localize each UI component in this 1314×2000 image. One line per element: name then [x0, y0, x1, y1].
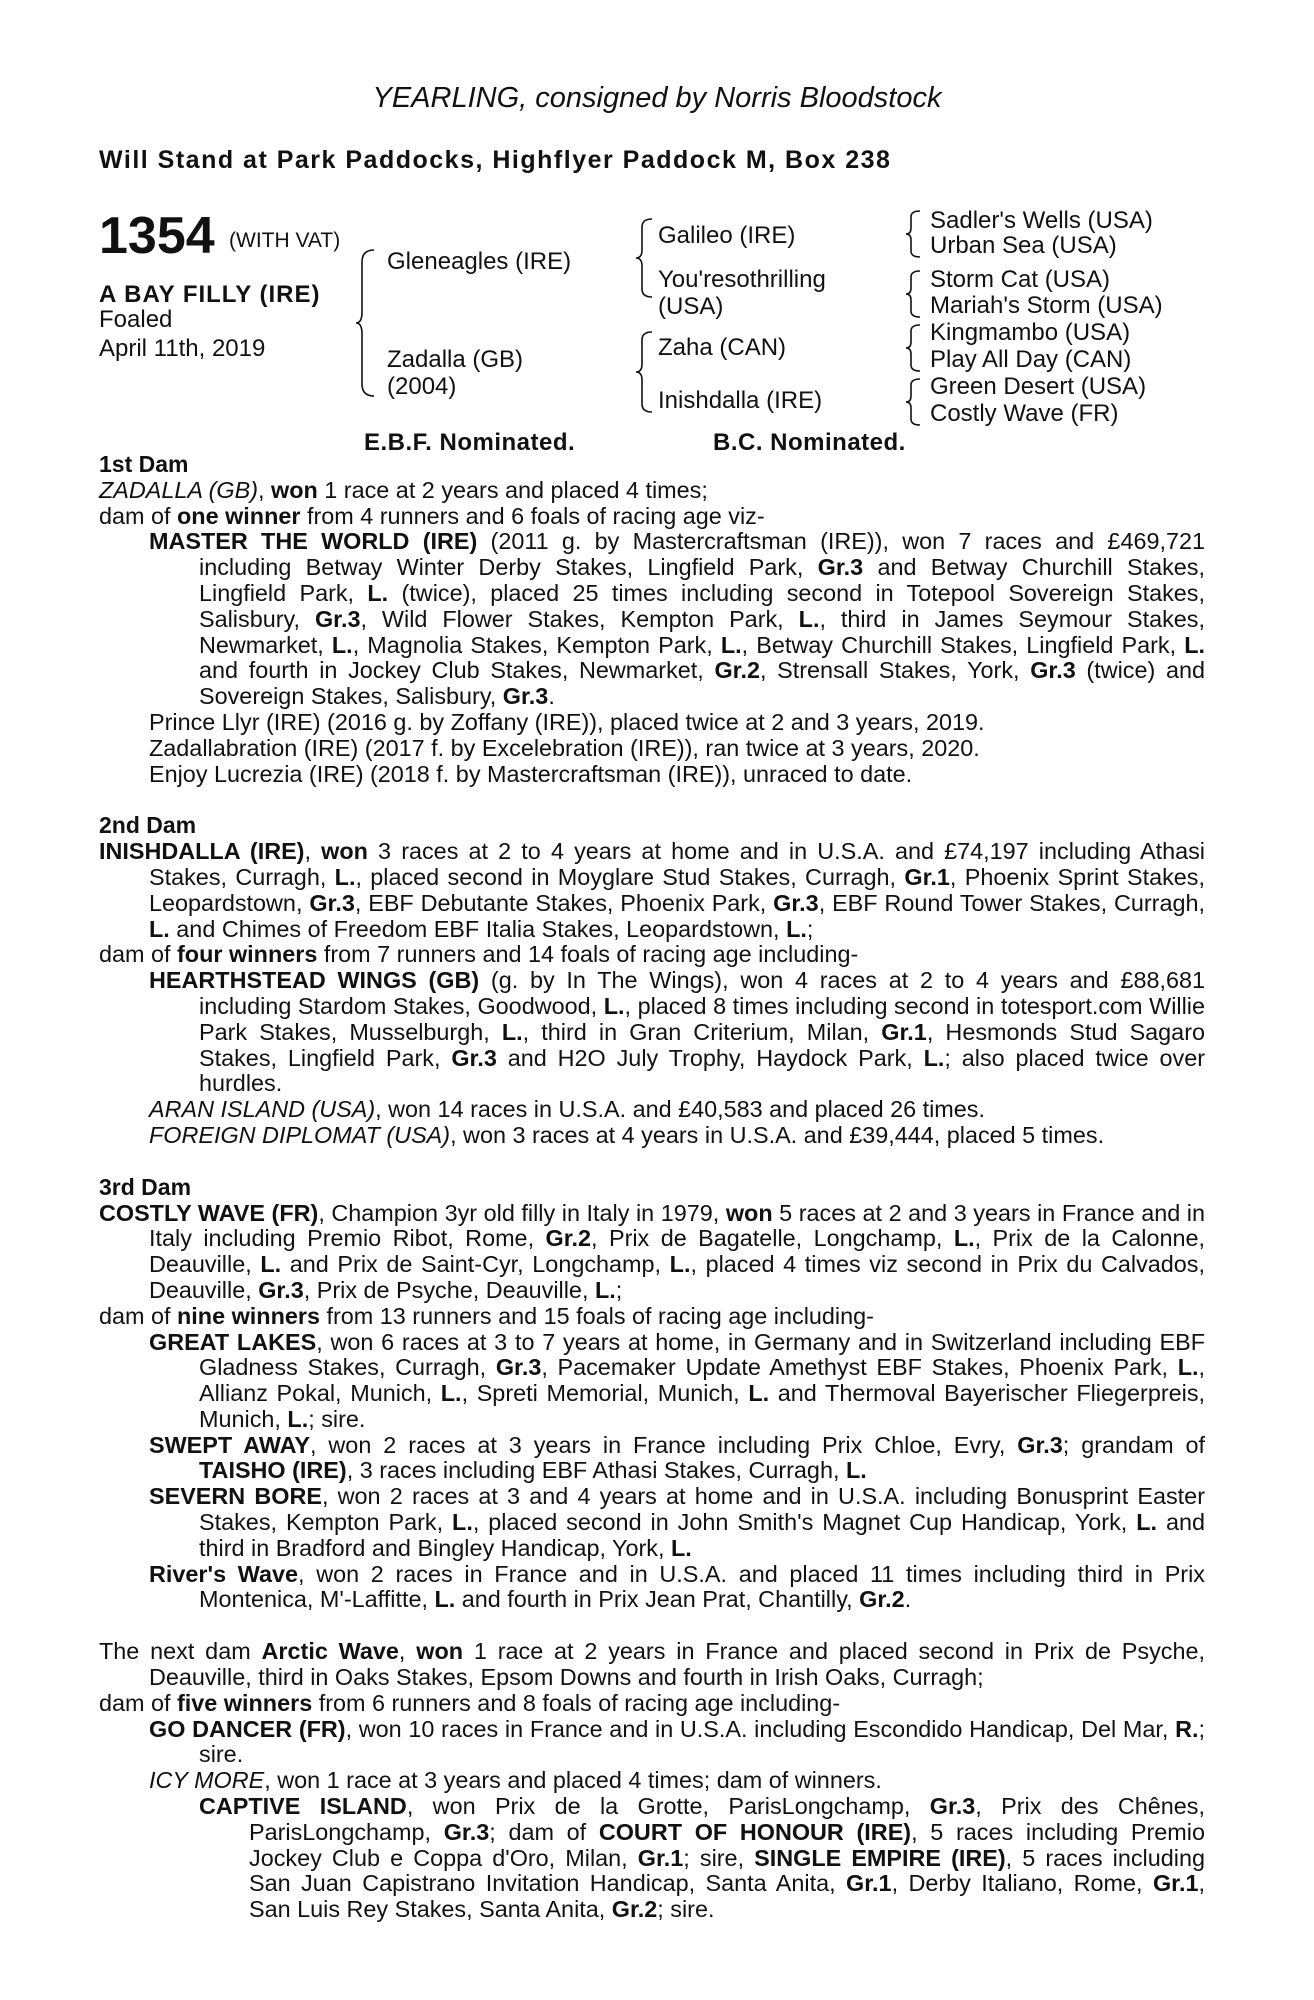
text-run: , San Luis Rey Stakes, Santa Anita, [249, 1870, 1205, 1923]
dam-line-text [99, 452, 1205, 1923]
pedigree-paragraph [99, 1717, 1205, 1769]
bold-text: CAPTIVE ISLAND [199, 1793, 407, 1820]
pedigree-brace-ggp-3 [906, 323, 924, 373]
text-run: and Betway Churchill Stakes, Lingfield Park, [199, 554, 1205, 606]
bold-text: Gr.1 [637, 1844, 684, 1871]
bold-text: Gr.2 [611, 1896, 658, 1923]
text-run: dam of [99, 502, 178, 529]
text-run: , [304, 838, 322, 865]
pedigree-paragraph [99, 1768, 1205, 1794]
pedigree-dam-year: (2004) [387, 373, 457, 400]
text-run: , Pacemaker Update Amethyst EBF Stakes, Phoenix Park, [541, 1354, 1178, 1381]
text-run: Zadallabration (IRE) (2017 f. by Excelebration (IRE)), ran twice at 3 years, 2020. [149, 734, 980, 761]
italic-text: ARAN ISLAND (USA) [149, 1096, 376, 1123]
text-run: , Prix de Psyche, Deauville, [303, 1276, 595, 1303]
bold-text: L. [845, 1457, 867, 1484]
text-run: , Wild Flower Stakes, Kempton Park, [360, 605, 799, 632]
text-run: , won 2 races at 3 years in France including Prix Chloe, Evry, [309, 1431, 1018, 1458]
pedigree-paragraph [99, 529, 1205, 710]
pedigree-ggp-3: Storm Cat (USA) [930, 266, 1111, 293]
bold-text: L. [260, 1251, 282, 1278]
text-run: , won 2 races at 3 and 4 years at home and in U.S.A. including Bonusprint Easter Stakes, Kempton Park, [199, 1483, 1205, 1536]
bold-text: one winner [177, 502, 301, 529]
text-run: , won 1 race at 3 years and placed 4 times; dam of winners. [264, 1767, 882, 1794]
bold-text: won [416, 1638, 464, 1665]
text-run: Enjoy Lucrezia (IRE) (2018 f. by Mastercraftsman (IRE)), unraced to date. [149, 760, 913, 787]
text-run: , Prix des Chênes, ParisLongchamp, [249, 1793, 1205, 1845]
bold-text: Gr.3 [817, 554, 864, 581]
text-run: ; sire. [657, 1896, 715, 1923]
section-heading [99, 813, 1205, 839]
pedigree-paragraph [99, 762, 1205, 788]
bold-text: Gr.1 [1152, 1870, 1199, 1897]
bold-text: 2nd Dam [99, 812, 197, 839]
bold-text: L. [603, 992, 625, 1019]
bold-text: nine winners [177, 1302, 320, 1329]
text-run: , Prix de la Calonne, Deauville, [149, 1225, 1205, 1278]
text-run: , won 14 races in U.S.A. and £40,583 and placed 26 times. [375, 1096, 985, 1123]
pedigree-ggp-2: Urban Sea (USA) [930, 232, 1117, 259]
text-run: ; sire, [683, 1844, 755, 1871]
bold-text: L. [594, 1276, 616, 1303]
text-run: . [904, 1586, 912, 1613]
italic-text: ICY MORE [149, 1767, 265, 1794]
text-run: , won Prix de la Grotte, ParisLongchamp, [406, 1793, 930, 1820]
bold-text: L. [786, 915, 807, 942]
text-run: , Champion 3yr old filly in Italy in 1979, [318, 1199, 726, 1226]
bold-text: SINGLE EMPIRE (IRE) [754, 1844, 1006, 1871]
bold-text: Gr.3 [451, 1044, 497, 1071]
text-run: ; dam of [489, 1818, 599, 1845]
text-run: , 5 races including San Juan Capistrano Invitation Handicap, Santa Anita, [249, 1844, 1205, 1897]
bold-text: L. [452, 1509, 473, 1536]
bold-text: L. [720, 631, 742, 658]
text-run: Prince Llyr (IRE) (2016 g. by Zoffany (IRE)), placed twice at 2 and 3 years, 2019. [149, 708, 985, 735]
bold-text: Gr.2 [714, 657, 760, 684]
text-run: , won 6 races at 3 to 7 years at home, in Germany and in Switzerland including EBF Gladness Stakes, Curragh, [199, 1328, 1205, 1381]
pedigree-paragraph [99, 1484, 1205, 1561]
pedigree-paragraph [99, 1201, 1205, 1304]
bold-text: GO DANCER (FR) [149, 1715, 346, 1742]
pedigree-brace-main [356, 248, 380, 398]
pedigree-brace-sire [636, 217, 658, 299]
bold-text: Gr.3 [495, 1354, 542, 1381]
bold-text: TAISHO (IRE) [199, 1457, 347, 1484]
bold-text: R. [1175, 1715, 1199, 1742]
foaled-label: Foaled [99, 306, 173, 333]
bold-text: COSTLY WAVE (FR) [99, 1199, 319, 1226]
text-run: 1 race at 2 years in France and placed second in Prix de Psyche, Deauville, third in Oaks Stakes, Epsom Downs and fourth in Irish Oaks, Curragh; [149, 1638, 1206, 1691]
text-run: , Allianz Pokal, Munich, [199, 1354, 1205, 1407]
bold-text: L. [331, 631, 353, 658]
text-run: , won 10 races in France and in U.S.A. including Escondido Handicap, Del Mar, [345, 1715, 1176, 1742]
text-run: , placed second in Moyglare Stud Stakes, Curragh, [355, 863, 905, 890]
text-run: and Prix de Saint-Cyr, Longchamp, [281, 1251, 670, 1278]
bold-text: Gr.3 [309, 889, 355, 916]
text-run: , won 2 races in France and in U.S.A. and placed 11 times including third in Prix Montenica, M'-Laffitte, [199, 1560, 1205, 1613]
pedigree-paragraph [99, 839, 1205, 942]
pedigree-brace-ggp-1 [906, 209, 924, 259]
text-run: , Spreti Memorial, Munich, [461, 1380, 749, 1407]
text-run: from 13 runners and 15 foals of racing age including- [320, 1302, 874, 1329]
text-run: and H2O July Trophy, Haydock Park, [496, 1044, 924, 1071]
lot-number: 1354 [99, 207, 215, 265]
bold-text: L. [798, 605, 820, 632]
bc-nomination: B.C. Nominated. [713, 429, 906, 456]
pedigree-paragraph [99, 1330, 1205, 1433]
text-run: , third in James Seymour Stakes, Newmarket, [199, 605, 1205, 658]
bold-text: INISHDALLA (IRE) [99, 838, 305, 865]
bold-text: Gr.2 [859, 1586, 905, 1613]
text-run: (g. by In The Wings), won 4 races at 2 to 4 years and £88,681 including Stardom Stakes, Goodwood, [199, 967, 1205, 1019]
bold-text: L. [1177, 1354, 1199, 1381]
text-run: ; also placed twice over hurdles. [199, 1044, 1205, 1097]
bold-text: MASTER THE WORLD (IRE) [149, 528, 478, 555]
pedigree-sire-dam-country: (USA) [658, 293, 724, 320]
text-run: , Magnolia Stakes, Kempton Park, [352, 631, 721, 658]
pedigree-paragraph [99, 736, 1205, 762]
text-run: . [548, 683, 555, 710]
italic-text: FOREIGN DIPLOMAT (USA) [149, 1121, 451, 1148]
text-run: 1 race at 2 years and placed 4 times; [317, 476, 708, 503]
bold-text: won [321, 838, 368, 865]
vat-label: (WITH VAT) [229, 229, 341, 252]
text-run: , placed 8 times including second in totesport.com Willie Park Stakes, Musselburgh, [199, 992, 1205, 1045]
pedigree-paragraph [99, 942, 1205, 968]
text-run: ; grandam of [1062, 1431, 1205, 1458]
text-run: , third in Gran Criterium, Milan, [522, 1018, 882, 1045]
bold-text: L. [440, 1380, 462, 1407]
text-run: ; sire. [199, 1715, 1205, 1768]
pedigree-sire-dam: You'resothrilling [658, 266, 826, 293]
pedigree-sire: Gleneagles (IRE) [387, 248, 572, 275]
bold-text: L. [367, 579, 389, 606]
pedigree-paragraph [99, 1433, 1205, 1485]
text-run: dam of [99, 941, 178, 968]
bold-text: L. [1136, 1509, 1158, 1536]
pedigree-brace-ggp-4 [906, 377, 924, 427]
bold-text: L. [923, 1044, 945, 1071]
pedigree-ggp-1: Sadler's Wells (USA) [930, 207, 1153, 234]
text-run: , [258, 476, 272, 503]
bold-text: L. [334, 863, 356, 890]
bold-text: Gr.2 [545, 1225, 592, 1252]
text-run: 3 races at 2 to 4 years at home and in U.S.A. and £74,197 including Athasi Stakes, Curragh, [149, 838, 1205, 890]
text-run: The next dam [99, 1638, 262, 1665]
bold-text: won [271, 476, 318, 503]
pedigree-paragraph [99, 504, 1205, 530]
bold-text: L. [149, 915, 170, 942]
bold-text: Gr.3 [773, 889, 819, 916]
pedigree-paragraph [99, 1639, 1205, 1691]
text-run: from 4 runners and 6 foals of racing age viz- [300, 502, 765, 529]
text-run: , Derby Italiano, Rome, [891, 1870, 1153, 1897]
bold-text: Arctic Wave [261, 1638, 399, 1665]
text-run: , Prix de Bagatelle, Longchamp, [591, 1225, 954, 1252]
bold-text: L. [434, 1586, 456, 1613]
text-run: , 3 races including EBF Athasi Stakes, Curragh, [346, 1457, 846, 1484]
bold-text: Gr.3 [929, 1793, 976, 1820]
italic-text: ZADALLA (GB) [99, 476, 259, 503]
text-run: and fourth in Prix Jean Prat, Chantilly, [455, 1586, 860, 1613]
pedigree-paragraph [99, 478, 1205, 504]
section-gap [99, 787, 1205, 813]
text-run: ; [615, 1276, 623, 1303]
text-run: , 5 races including Premio Jockey Club e Coppa d'Oro, Milan, [249, 1818, 1205, 1871]
bold-text: L. [287, 1405, 309, 1432]
bold-text: Gr.3 [443, 1818, 490, 1845]
pedigree-paragraph [99, 1123, 1205, 1149]
text-run: , EBF Debutante Stakes, Phoenix Park, [354, 889, 774, 916]
pedigree-sire-sire: Galileo (IRE) [658, 222, 796, 249]
bold-text: Gr.1 [881, 1018, 927, 1045]
bold-text: Gr.1 [846, 1870, 892, 1897]
pedigree-brace-ggp-2 [906, 269, 924, 319]
bold-text: HEARTHSTEAD WINGS (GB) [149, 967, 480, 994]
page-title: YEARLING, consigned by Norris Bloodstock [372, 82, 942, 114]
section-heading [99, 452, 1205, 478]
horse-name: A BAY FILLY (IRE) [99, 281, 321, 308]
pedigree-paragraph [99, 968, 1205, 1097]
pedigree-paragraph [99, 1304, 1205, 1330]
bold-text: five winners [177, 1689, 313, 1716]
text-run: , placed second in John Smith's Magnet Cup Handicap, York, [472, 1509, 1137, 1536]
bold-text: Gr.3 [258, 1276, 304, 1303]
text-run: (twice) and Sovereign Stakes, Salisbury, [199, 657, 1205, 710]
pedigree-paragraph [99, 1794, 1205, 1923]
text-run: , EBF Round Tower Stakes, Curragh, [818, 889, 1205, 916]
text-run: and fourth in Jockey Club Stakes, Newmarket, [199, 657, 715, 684]
section-heading [99, 1175, 1205, 1201]
pedigree-paragraph [99, 1691, 1205, 1717]
text-run: and Chimes of Freedom EBF Italia Stakes, Leopardstown, [169, 915, 787, 942]
bold-text: 1st Dam [99, 451, 189, 477]
foaled-date: April 11th, 2019 [99, 335, 266, 362]
pedigree-dam-dam: Inishdalla (IRE) [658, 387, 823, 414]
text-run: , Hesmonds Stud Sagaro Stakes, Lingfield Park, [199, 1018, 1205, 1071]
text-run: 5 races at 2 and 3 years in France and in Italy including Premio Ribot, Rome, [149, 1199, 1205, 1252]
bold-text: Gr.3 [502, 683, 549, 710]
bold-text: four winners [177, 941, 318, 968]
bold-text: L. [501, 1018, 523, 1045]
text-run: from 7 runners and 14 foals of racing age including- [317, 941, 859, 968]
bold-text: GREAT LAKES [149, 1328, 317, 1355]
pedigree-paragraph [99, 1562, 1205, 1614]
text-run: ; [806, 915, 814, 942]
ebf-nomination: E.B.F. Nominated. [364, 429, 576, 456]
section-gap [99, 1149, 1205, 1175]
text-run: (twice), placed 25 times including second in Totepool Sovereign Stakes, Salisbury, [199, 579, 1205, 632]
bold-text: COURT OF HONOUR (IRE) [598, 1818, 912, 1845]
pedigree-ggp-6: Play All Day (CAN) [930, 346, 1132, 373]
text-run: , won 3 races at 4 years in U.S.A. and £39,444, placed 5 times. [450, 1121, 1105, 1148]
pedigree-brace-dam [636, 330, 658, 414]
text-run: , [398, 1638, 417, 1665]
text-run: , Betway Churchill Stakes, Lingfield Park, [741, 631, 1185, 658]
bold-text: won [725, 1199, 773, 1226]
pedigree-dam: Zadalla (GB) [387, 346, 524, 373]
pedigree-ggp-8: Costly Wave (FR) [930, 400, 1119, 427]
text-run: dam of [99, 1302, 178, 1329]
sale-location: Will Stand at Park Paddocks, Highflyer Paddock M, Box 238 [99, 146, 892, 174]
text-run: and Thermoval Bayerischer Fliegerpreis, Munich, [199, 1380, 1206, 1432]
text-run: dam of [99, 1689, 178, 1716]
bold-text: Gr.3 [1017, 1431, 1063, 1458]
pedigree-ggp-5: Kingmambo (USA) [930, 319, 1131, 346]
bold-text: Gr.3 [1030, 657, 1076, 684]
text-run: from 6 runners and 8 foals of racing age including- [312, 1689, 841, 1716]
bold-text: L. [669, 1251, 691, 1278]
bold-text: Gr.1 [904, 863, 950, 890]
bold-text: L. [748, 1380, 770, 1407]
bold-text: River's Wave [149, 1560, 299, 1587]
text-run: , Strensall Stakes, York, [759, 657, 1031, 684]
bold-text: Gr.3 [314, 605, 361, 632]
bold-text: L. [953, 1225, 975, 1252]
pedigree-dam-sire: Zaha (CAN) [658, 334, 787, 361]
section-gap [99, 1613, 1205, 1639]
pedigree-paragraph [99, 710, 1205, 736]
bold-text: L. [671, 1534, 692, 1561]
bold-text: 3rd Dam [99, 1173, 192, 1200]
text-run: , Phoenix Sprint Stakes, Leopardstown, [149, 863, 1205, 916]
text-run: ; sire. [308, 1405, 366, 1432]
bold-text: SEVERN BORE [149, 1483, 322, 1510]
bold-text: SWEPT AWAY [149, 1431, 310, 1458]
pedigree-ggp-7: Green Desert (USA) [930, 373, 1147, 400]
text-run: , placed 4 times viz second in Prix du Calvados, Deauville, [149, 1251, 1205, 1303]
pedigree-ggp-4: Mariah's Storm (USA) [930, 292, 1163, 319]
text-run: (2011 g. by Mastercraftsman (IRE)), won 7 races and £469,721 including Betway Winter Derby Stakes, Lingfield Park, [199, 528, 1205, 581]
bold-text: L. [1184, 631, 1206, 658]
text-run: and third in Bradford and Bingley Handicap, York, [199, 1509, 1205, 1561]
pedigree-paragraph [99, 1097, 1205, 1123]
